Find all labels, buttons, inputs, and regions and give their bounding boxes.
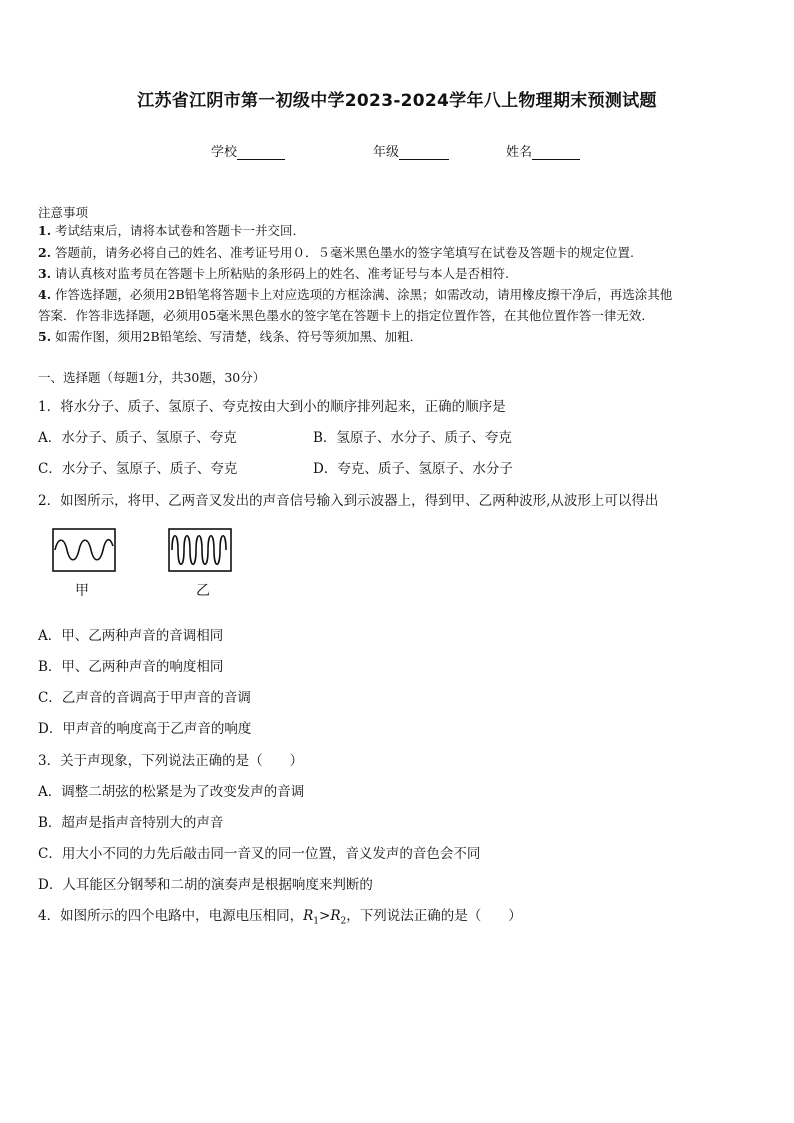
q2-option-c: C．乙声音的音调高于甲声音的音调 xyxy=(38,690,251,706)
notice-item xyxy=(38,243,758,263)
waveform-jia xyxy=(52,528,116,572)
notice-item xyxy=(38,285,758,305)
waveform-yi xyxy=(168,528,232,572)
q4-r1: R xyxy=(303,908,314,924)
q1-option-b: B．氢原子、水分子、质子、夸克 xyxy=(313,430,512,446)
q1-option-d: D．夸克、质子、氢原子、水分子 xyxy=(313,461,513,477)
q4-gt: > xyxy=(319,908,331,924)
q2-option-b: B．甲、乙两种声音的响度相同 xyxy=(38,659,224,675)
notice-item xyxy=(38,221,758,241)
notice-text: 考试结束后，请将本试卷和答题卡一并交回. xyxy=(55,223,297,238)
q4-r1-sub: 1 xyxy=(313,916,319,927)
name-field xyxy=(506,141,580,160)
q3-stem: 3．关于声现象，下列说法正确的是（ ） xyxy=(38,753,304,769)
school-blank xyxy=(237,145,285,160)
notice-num: 1. xyxy=(38,223,52,238)
name-blank xyxy=(532,145,580,160)
grade-blank xyxy=(399,145,449,160)
q3-option-d: D．人耳能区分钢琴和二胡的演奏声是根据响度来判断的 xyxy=(38,877,373,893)
notice-heading: 注意事项 xyxy=(38,205,89,220)
q4-r2-sub: 2 xyxy=(340,916,347,927)
q4-stem-pre: 4．如图所示的四个电路中，电源电压相同， xyxy=(38,908,304,924)
q4-r2: R xyxy=(330,908,341,924)
q4-stem-post: ，下列说法正确的是（ ） xyxy=(346,908,522,924)
school-label: 学校 xyxy=(211,145,238,160)
q3-option-a: A．调整二胡弦的松紧是为了改变发声的音调 xyxy=(38,784,305,800)
q1-option-a: A．水分子、质子、氢原子、夸克 xyxy=(38,430,237,446)
q3-option-c: C．用大小不同的力先后敲击同一音叉的同一位置，音义发声的音色会不同 xyxy=(38,846,481,862)
school-field xyxy=(211,141,285,160)
grade-label: 年级 xyxy=(373,145,400,160)
notice-text: 作答选择题，必须用2B铅笔将答题卡上对应选项的方框涂满、涂黑；如需改动，请用橡皮擦干净后，再选涂其他 xyxy=(55,287,673,302)
section-title: 一、选择题（每题1分，共30题，30分） xyxy=(38,370,266,385)
notice-item xyxy=(38,306,758,326)
q2-option-a: A．甲、乙两种声音的音调相同 xyxy=(38,628,224,644)
q1-stem: 1．将水分子、质子、氢原子、夸克按由大到小的顺序排列起来，正确的顺序是 xyxy=(38,399,506,415)
notice-num: 2. xyxy=(38,245,52,260)
grade-field xyxy=(373,141,449,160)
notice-num: 3. xyxy=(38,266,52,281)
notice-text: 如需作图，须用2B铅笔绘、写清楚，线条、符号等须加黑、加粗． xyxy=(55,329,423,344)
notice-num: 5. xyxy=(38,329,52,344)
notice-text: 答题前，请务必将自己的姓名、准考证号用０．５毫米黑色墨水的签字笔填写在试卷及答题卡的规定位置. xyxy=(55,245,635,260)
notice-item xyxy=(38,327,758,347)
notice-num: 4. xyxy=(38,287,52,302)
q3-option-b: B．超声是指声音特别大的声音 xyxy=(38,815,224,831)
notice-text: 请认真核对监考员在答题卡上所粘贴的条形码上的姓名、准考证号与本人是否相符. xyxy=(55,266,510,281)
q2-stem: 2．如图所示，将甲、乙两音叉发出的声音信号输入到示波器上，得到甲、乙两种波形,从波形上可以得出 xyxy=(38,493,659,509)
page-title: 江苏省江阴市第一初级中学2023-2024学年八上物理期末预测试题 xyxy=(137,91,657,111)
label-yi: 乙 xyxy=(196,583,210,599)
notice-text: 答案．作答非选择题，必须用05毫米黑色墨水的签字笔在答题卡上的指定位置作答，在其他位置作答一律无效． xyxy=(38,308,654,323)
q4-stem xyxy=(38,904,522,927)
q2-option-d: D．甲声音的响度高于乙声音的响度 xyxy=(38,721,252,737)
notice-item xyxy=(38,264,758,284)
q1-option-c: C．水分子、氢原子、质子、夸克 xyxy=(38,461,238,477)
name-label: 姓名 xyxy=(506,145,533,160)
label-jia: 甲 xyxy=(75,583,89,599)
